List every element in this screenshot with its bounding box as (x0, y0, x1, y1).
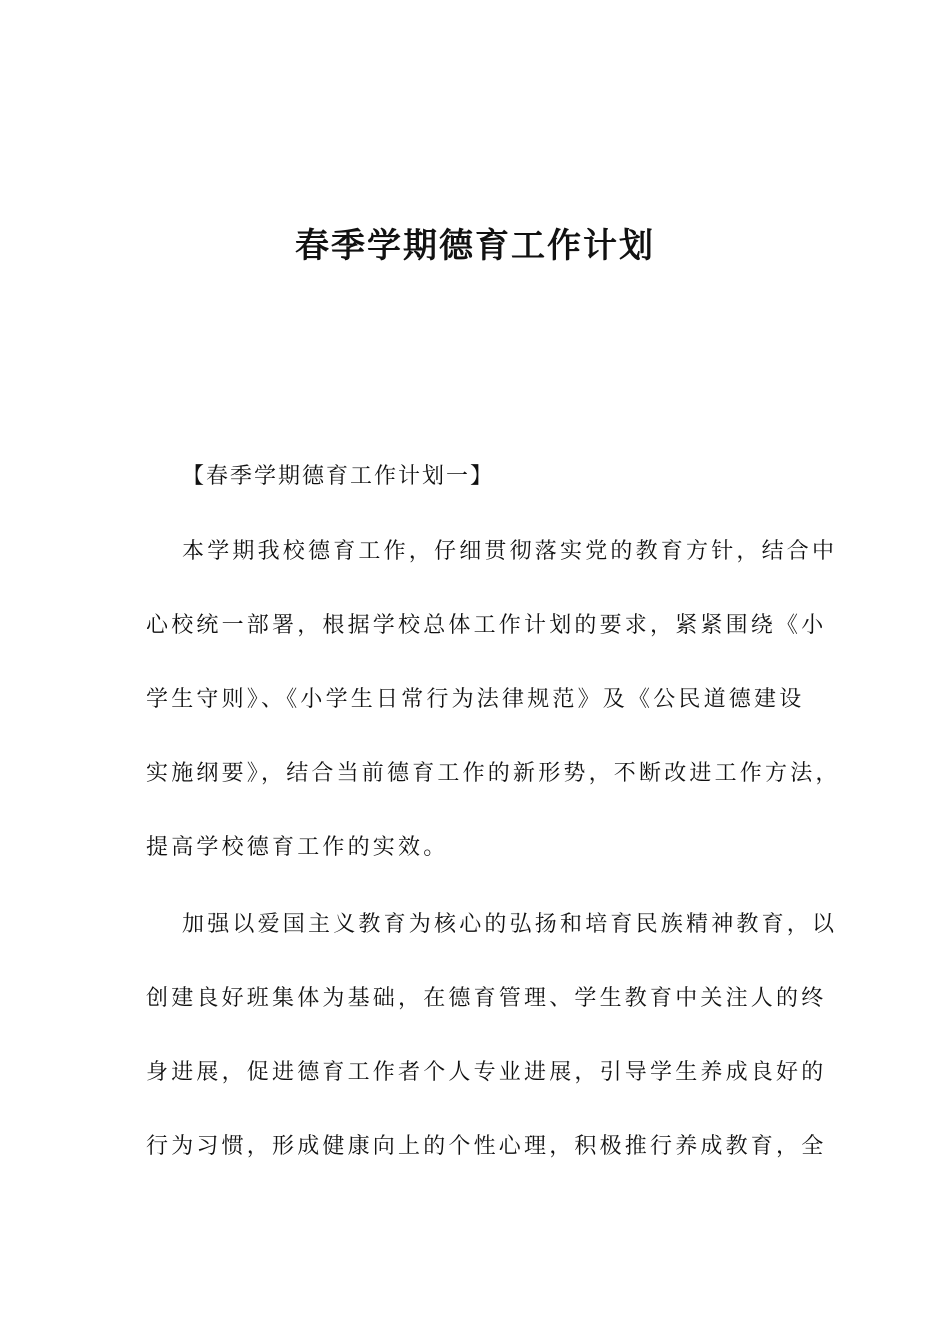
paragraph-line: 学生守则》、《小学生日常行为法律规范》及《公民道德建设 (146, 687, 805, 712)
paragraph-line: 本学期我校德育工作，仔细贯彻落实党的教育方针，结合中 (182, 539, 838, 564)
paragraph-1 (146, 515, 841, 885)
paragraph-line: 提高学校德育工作的实效。 (146, 835, 449, 860)
section-heading: 【春季学期德育工作计划一】 (182, 464, 495, 489)
paragraph-line: 心校统一部署，根据学校总体工作计划的要求，紧紧围绕《小 (146, 613, 827, 638)
document-title: 春季学期德育工作计划 (295, 226, 655, 266)
paragraph-line: 实施纲要》，结合当前德育工作的新形势，不断改进工作方法， (146, 761, 841, 786)
paragraph-line: 加强以爱国主义教育为核心的弘扬和培育民族精神教育，以 (182, 912, 838, 937)
paragraph-2 (146, 888, 838, 1184)
paragraph-line: 身进展，促进德育工作者个人专业进展，引导学生养成良好的 (146, 1060, 827, 1085)
paragraph-line: 创建良好班集体为基础，在德育管理、学生教育中关注人的终 (146, 986, 827, 1011)
paragraph-line: 行为习惯，形成健康向上的个性心理，积极推行养成教育，全 (146, 1134, 827, 1159)
